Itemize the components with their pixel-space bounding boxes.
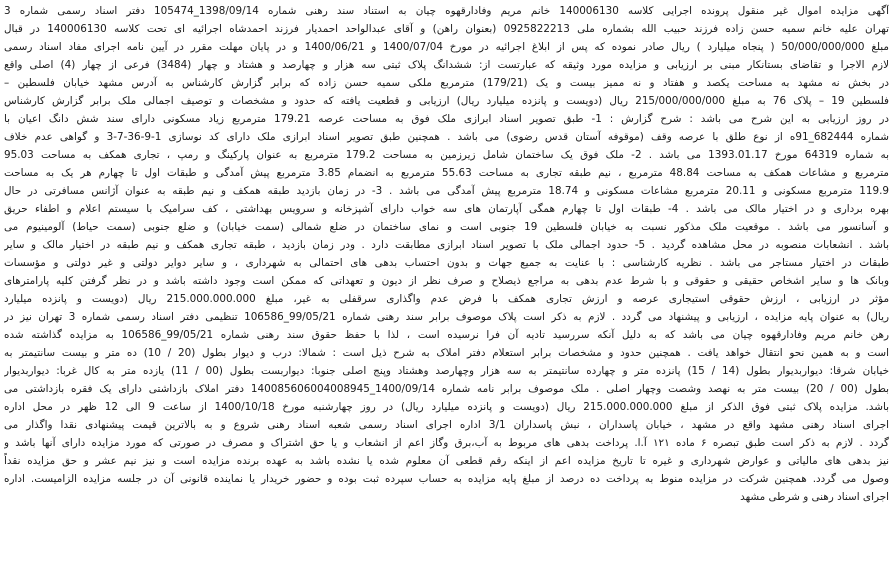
notice-line: طبقات در اختیار مستاجر می باشد . نظریه کارشناسی : با عنایت به جمیع جهات و بدون احتساب بدهی های احتمالی به شهرداری ، و سایر دوایر دولتی و غیر دولتی و مؤسسات	[4, 257, 889, 269]
notice-line: آگهی مزایده اموال غیر منقول پرونده اجرایی کلاسه 140006130 خانم مریم وفادارقهوه چیان به استناد سند رهنی شماره 1398/09/14_105474 دفتر اسناد رسمی شماره 3	[4, 5, 889, 17]
notice-line: باشد . انشعابات منصوبه در محل مشاهده گردید . 5- حدود اجمالی ملک با تصویر اسناد ابرازی مطابقت دارد . ودر زمان بازدید ، طبقه تجاری همکف و نیم طبقه در اختیار مالک و سایر	[4, 239, 889, 251]
notice-line: باشد. مزایده پلاک ثبتی فوق الذکر از مبلغ 215.000.000.000 ریال (دویست و پانزده میلیارد ریال) در روز چهارشنبه مورخ 1400/10/18 از ساعت 9 الی 12 ظهر در محل اداره	[4, 401, 889, 413]
notice-line: مبلغ 50/000/000/000 ( پنجاه میلیارد ) ریال صادر نموده که پس از ابلاغ اجرائیه در مورخ 1400/07/04 و 1400/06/21 و در پایان مهلت مقرر در آیین نامه اجرای مفاد اسناد رسمی	[4, 41, 889, 53]
notice-line: در روز ارزیابی به این شرح می باشد : شرح گزارش : 1- طبق تصویر اسناد ابرازی ملک فوق به مساحت عرصه 179.21 مترمربع زیاد مسکونی دارای سند شش دانگ اعیان با	[4, 113, 889, 125]
notice-line: بطول (00 / 20) بیست متر به نهصد وشصت وچهار اصلی . ملک موصوف برابر نامه شماره 1400/09/14_140085606004008945 دفتر املاک بازداشتی دارای یک فقره بازداشتی می	[4, 383, 889, 395]
notice-line: بهره برداری و در اختیار مالک می باشد . 4- طبقات اول تا چهارم همگی آپارتمان های سه خواب دارای آشپزخانه و سرویس بهداشتی ، کف سرامیک با سیستم اعلام و اطفاء حریق	[4, 203, 889, 215]
auction-notice-text	[4, 2, 889, 567]
notice-line: رهن خانم مریم وفادارقهوه چیان می باشد که به دلیل آنکه سررسید تادیه آن فرا نرسیده است ، لذا با حفظ حقوق سند رهنی شماره 99/05/21_106586 به مزایده گذاشته شده	[4, 329, 889, 341]
notice-line: فلسطین 19 – پلاک 76 به مبلغ 215/000/000/000 ریال (دویست و پانزده میلیارد ریال) ارزیابی و قطعیت یافته که حدود و مشخصات و توصیف اجمالی ملک برابر گزارش کارشناس	[4, 95, 889, 107]
notice-line: وبانک ها و سایر اشخاص حقیقی و حقوقی و با شرط عدم بدهی به مراجع ذیصلاح و صرف نظر از دیون و تعهداتی که ممکن است وجود داشته باشد و در نظر گرفتن کلیه پارامترهای	[4, 275, 889, 287]
notice-line: شماره 682444_91ه از نوع طلق با عرصه وقف (موقوفه آستان قدس رضوی) می باشد . همچنین طبق تصویر اسناد ابرازی ملک دارای کد نوسازی 1-9-36-7-3 و گواهی عدم خلاف	[4, 131, 889, 143]
notice-line: و آسانسور می باشد . موقعیت ملک مذکور نسبت به خیابان فلسطین 19 جنوبی است و نمای ساختمان در ضلع شمالی (سمت خیابان) و ضلع جنوبی (سمت حیاط) آلومینیوم می	[4, 221, 889, 233]
notice-line: در بخش نه مشهد به مساحت یکصد و هفتاد و نه ممیز بیست و یک (179/21) مترمربع ملکی سمیه حسن زاده که برابر گزارش کارشناس به آدرس مشهد خیابان فلسطین –	[4, 77, 889, 89]
notice-line: مؤثر در ارزیابی ، ارزش حقوقی استیجاری عرصه و ارزش تجاری همکف با فرض عدم واگذاری سرقفلی به غیر، مبلغ 215.000.000.000 ریال (دویست و پانزده میلیارد	[4, 293, 889, 305]
notice-line: لازم الاجرا و تقاضای بستانکار مبنی بر ارزیابی و مزایده مورد وثیقه که عبارتست از: ششدانگ پلاک ثبتی سه هزار و چهارصد و هشتاد و چهار (3484) فرعی از چهار (4) اصلی واقع	[4, 59, 889, 71]
notice-line: اجرای اسناد رهنی مشهد واقع در مشهد ، خیابان پاسداران ، نبش پاسداران 3/1 اداره اجرای اسناد رسمی شعبه اسناد رهنی شروع و به بالاترین قیمت پیشنهادی نقدا واگذار می	[4, 419, 889, 431]
notice-line: به شماره 64319 مورخ 1393.01.17 می باشد . 2- ملک فوق یک ساختمان شامل زیرزمین به مساحت 179.2 مترمربع به عنوان پارکینگ و رمپ ، تجاری همکف به مساحت 95.03	[4, 149, 889, 161]
notice-line: نیز بدهی های مالیاتی و عوارض شهرداری و غیره تا تاریخ مزایده اعم از اینکه رقم قطعی آن معلوم شده یا نشده باشد به عهده برنده مزایده است و نیز نیم عشر و حق مزایده نقداً	[4, 455, 889, 467]
notice-line: تهران علیه خانم سمیه حسن زاده فرزند حبیب الله بشماره ملی 0925822213 (بعنوان راهن) و آقای عبدالواحد احمدیار فرزند احمدشاه اجرائیه ای تحت کلاسه 140006130 در قبال	[4, 23, 889, 35]
notice-line: 119.9 مترمربع مسکونی و 20.11 مترمربع مشاعات مسکونی و 18.74 مترمربع پیش آمدگی می باشد . 3- در زمان بازدید طبقه همکف و نیم طبقه به عنوان آژانس مسافرتی در حال	[4, 185, 889, 197]
notice-line: گردد . لازم به ذکر است طبق تبصره ۶ ماده ۱۲۱ آ.ا. پرداخت بدهی های مربوط به آب،برق وگاز اعم از انشعاب و یا حق اشتراک و مصرف در صورتی که مورد مزایده دارای آنها باشد و	[4, 437, 889, 449]
notice-line: ریال) به عنوان پایه مزایده ، ارزیابی و پیشنهاد می گردد . لازم به ذکر است پلاک موصوف برابر سند رهنی شماره 99/05/21_106586 تنظیمی دفتر اسناد رسمی شماره 3 تهران نیز در	[4, 311, 889, 323]
notice-line: مترمربع و مشاعات همکف به مساحت 48.84 مترمربع ، نیم طبقه تجاری به مساحت 55.63 مترمربع به انضمام 3.85 مترمربع پیش آمدگی و طبقات اول تا چهارم هر یک به مساحت	[4, 167, 889, 179]
notice-line: اجرای اسناد رهنی و شرطی مشهد	[740, 491, 889, 503]
notice-line: خیابان شرقا: دیواربدیوار بطول (14 / 15) پانزده متر و چهارده سانتیمتر به سه هزار وچهارصد وهشتاد وپنج اصلی جنوبا: دیواربست بطول (00 / 11) یازده متر به کال غربا: دیواربدیوار	[4, 365, 889, 377]
notice-line: است و به همین نحو انتقال خواهد یافت . همچنین حدود و مشخصات برابر استعلام دفتر املاک به شرح ذیل است : شمالا: درب و دیوار بطول (20 / 10) ده متر و بیست سانتیمتر به	[4, 347, 889, 359]
notice-line: وصول می گردد. همچنین شرکت در مزایده منوط به پرداخت ده درصد از مبلغ پایه مزایده به حساب سپرده ثبت بوده و حضور خریدار یا نماینده قانونی آن در جلسه مزایده الزامیست. اداره	[4, 473, 889, 485]
